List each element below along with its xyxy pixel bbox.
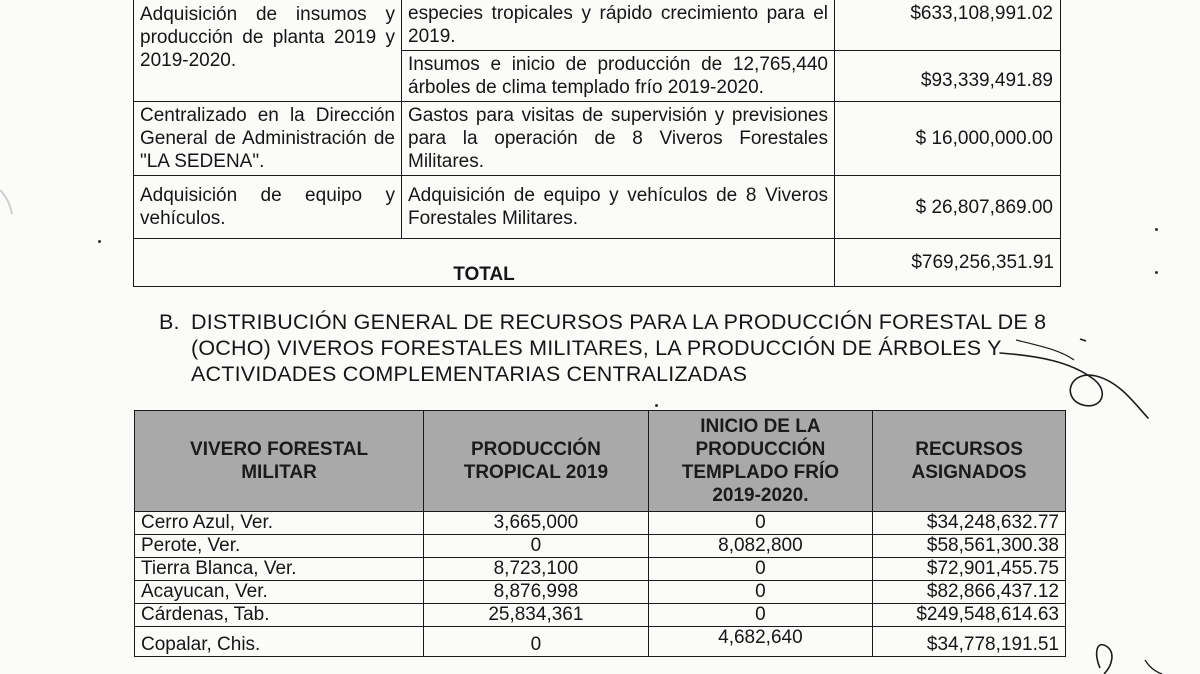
recursos-cell: $82,866,437.12 bbox=[873, 581, 1066, 604]
concept-cell: Adquisición de equipo y vehículos. bbox=[134, 176, 402, 239]
total-amount: $769,256,351.91 bbox=[835, 239, 1061, 287]
tropical-cell: 0 bbox=[424, 535, 649, 558]
concept-cell: Centralizado en la Dirección General de Administración de "LA SEDENA". bbox=[134, 102, 402, 176]
recursos-cell: $249,548,614.63 bbox=[873, 604, 1066, 627]
recursos-cell: $58,561,300.38 bbox=[873, 535, 1066, 558]
vivero-cell: Copalar, Chis. bbox=[135, 627, 424, 657]
amount-cell: $ 16,000,000.00 bbox=[835, 102, 1061, 176]
scan-speck bbox=[1155, 228, 1158, 231]
vivero-cell: Perote, Ver. bbox=[135, 535, 424, 558]
column-header-tropical: PRODUCCIÓN TROPICAL 2019 bbox=[424, 411, 649, 512]
tropical-cell: 0 bbox=[424, 627, 649, 657]
vivero-cell: Tierra Blanca, Ver. bbox=[135, 558, 424, 581]
concept-cell: Adquisición de insumos y producción de planta 2019 y 2019-2020. bbox=[134, 0, 402, 102]
templado-cell: 0 bbox=[648, 558, 872, 581]
recursos-cell: $34,778,191.51 bbox=[873, 627, 1066, 657]
column-header-templado: INICIO DE LA PRODUCCIÓN TEMPLADO FRÍO 2019-2020. bbox=[648, 411, 872, 512]
description-cell: Gastos para visitas de supervisión y previsiones para la operación de 8 Viveros Forestales Militares. bbox=[402, 102, 835, 176]
tropical-cell: 8,723,100 bbox=[424, 558, 649, 581]
tropical-cell: 3,665,000 bbox=[424, 512, 649, 535]
templado-cell: 0 bbox=[648, 512, 872, 535]
description-cell: especies tropicales y rápido crecimiento para el 2019. bbox=[402, 0, 835, 51]
section-letter: B. bbox=[159, 310, 180, 334]
vivero-cell: Cerro Azul, Ver. bbox=[135, 512, 424, 535]
scan-speck bbox=[1155, 271, 1158, 274]
tropical-cell: 8,876,998 bbox=[424, 581, 649, 604]
amount-cell: $93,339,491.89 bbox=[835, 51, 1061, 102]
section-heading-text: DISTRIBUCIÓN GENERAL DE RECURSOS PARA LA PRODUCCIÓN FORESTAL DE 8 (OCHO) VIVEROS FORESTALES MILITARES, LA PRODUCCIÓN DE ÁRBOLES Y ACTIVIDADES COMPLEMENTARIAS CENTRALIZADAS bbox=[191, 310, 1047, 386]
vivero-cell: Cárdenas, Tab. bbox=[135, 604, 424, 627]
scan-speck bbox=[98, 240, 101, 243]
templado-cell: 0 bbox=[648, 581, 872, 604]
recursos-cell: $34,248,632.77 bbox=[873, 512, 1066, 535]
tropical-cell: 25,834,361 bbox=[424, 604, 649, 627]
templado-cell: 4,682,640 bbox=[648, 627, 872, 657]
column-header-vivero: VIVERO FORESTAL MILITAR bbox=[135, 411, 424, 512]
amount-cell: $ 26,807,869.00 bbox=[835, 176, 1061, 239]
amount-cell: $633,108,991.02 bbox=[835, 0, 1061, 51]
recursos-cell: $72,901,455.75 bbox=[873, 558, 1066, 581]
scan-speck bbox=[655, 404, 658, 407]
templado-cell: 8,082,800 bbox=[648, 535, 872, 558]
description-cell: Insumos e inicio de producción de 12,765,440 árboles de clima templado frío 2019-2020. bbox=[402, 51, 835, 102]
vivero-cell: Acayucan, Ver. bbox=[135, 581, 424, 604]
templado-cell: 0 bbox=[648, 604, 872, 627]
column-header-recursos: RECURSOS ASIGNADOS bbox=[873, 411, 1066, 512]
description-cell: Adquisición de equipo y vehículos de 8 Viveros Forestales Militares. bbox=[402, 176, 835, 239]
total-label: TOTAL bbox=[134, 239, 835, 287]
